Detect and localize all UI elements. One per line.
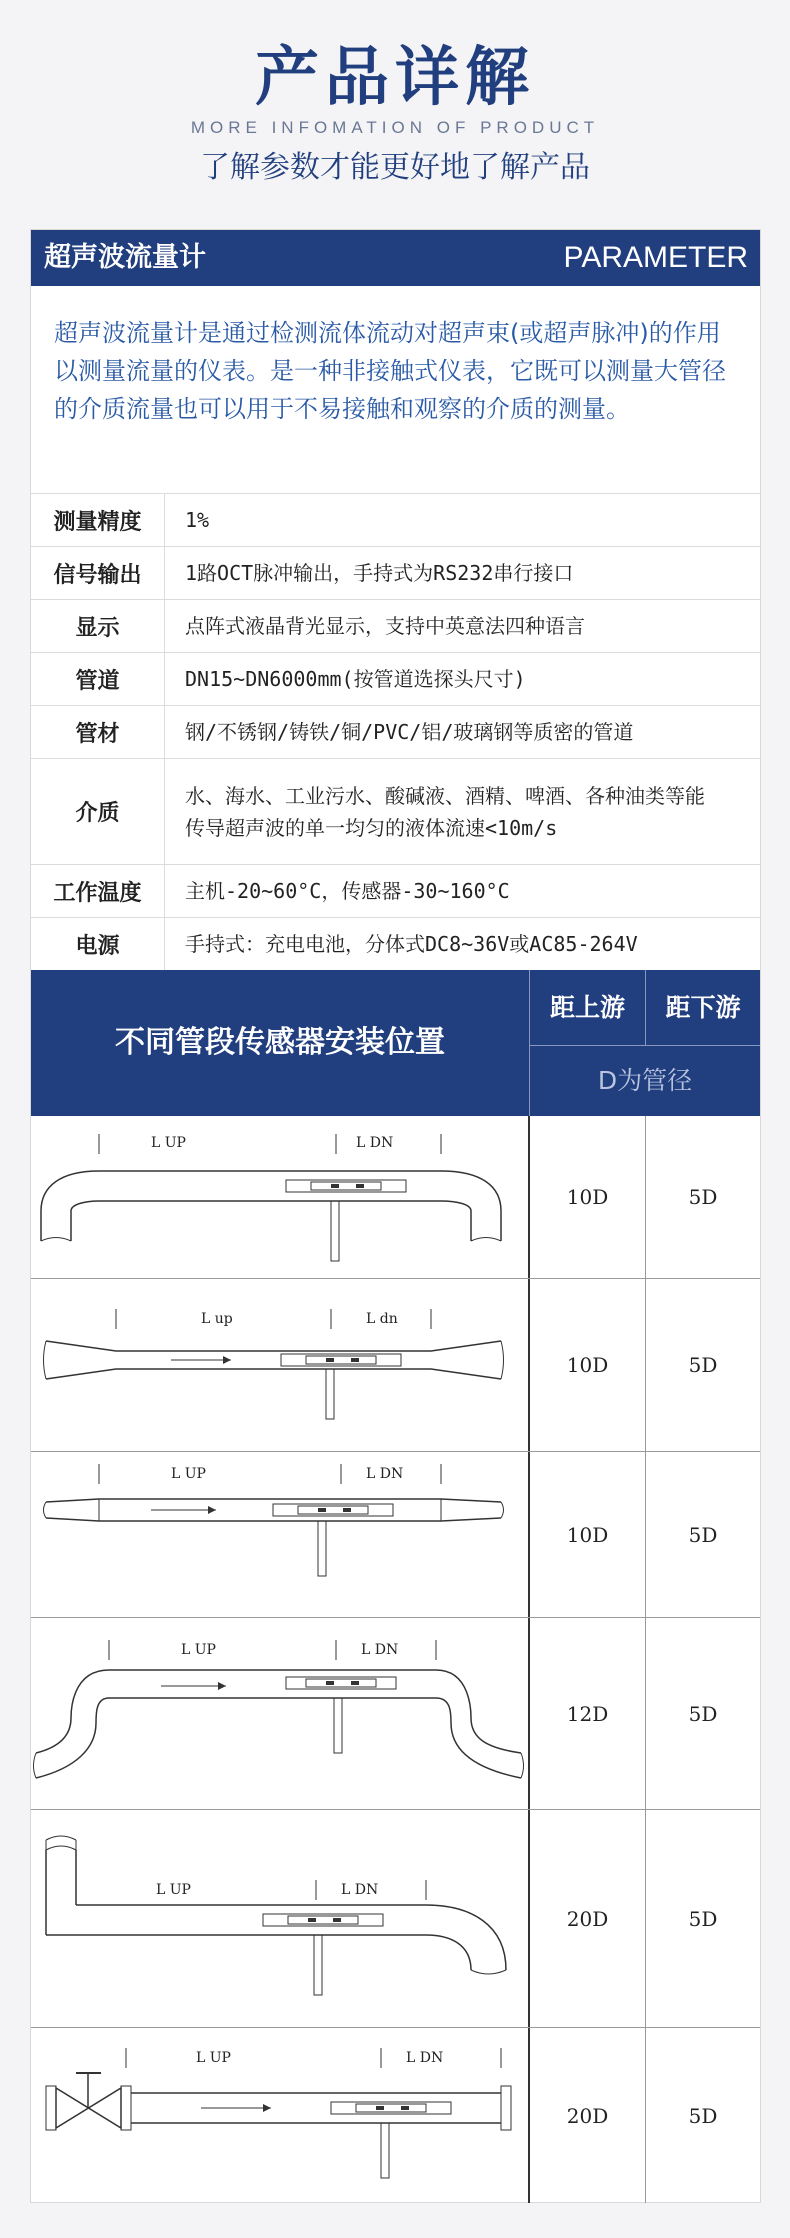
- param-key: 介质: [31, 759, 165, 865]
- table-row: [31, 1116, 760, 1279]
- param-key: 信号输出: [31, 547, 165, 600]
- hero: [0, 0, 790, 230]
- install-title: 不同管段传感器安装位置: [31, 970, 530, 1116]
- pipe-diagram: [31, 2028, 530, 2203]
- col-upstream: 距上游: [530, 970, 646, 1046]
- downstream-distance: 5D: [688, 1701, 718, 1726]
- param-value: 手持式：充电电池，分体式DC8~36V或AC85-264V: [165, 918, 761, 971]
- pipe-diagram: [31, 1116, 530, 1278]
- pipe-s-bends-diagram: [31, 1618, 528, 1810]
- parameter-table: [31, 493, 760, 971]
- table-row: [31, 494, 760, 547]
- label-downstream: L DN: [356, 1135, 394, 1151]
- downstream-distance: 5D: [688, 1906, 718, 1931]
- upstream-distance: 12D: [530, 1618, 646, 1809]
- install-table-header: [31, 970, 760, 1116]
- pipe-u-bends-diagram: [31, 1116, 528, 1279]
- table-row: [31, 759, 760, 865]
- upstream-distance: 10D: [530, 1452, 646, 1617]
- table-row: [31, 1618, 760, 1810]
- table-row: [31, 1279, 760, 1452]
- pipe-diagram: [31, 1452, 530, 1617]
- section-header: [31, 230, 760, 286]
- label-upstream: L UP: [151, 1135, 186, 1151]
- label-upstream: L up: [201, 1311, 233, 1327]
- pipe-diagram: [31, 1810, 530, 2027]
- pipe-diagram: [31, 1618, 530, 1809]
- label-upstream: L UP: [171, 1466, 206, 1482]
- param-value: 钢/不锈钢/铸铁/铜/PVC/铝/玻璃钢等质密的管道: [165, 706, 761, 759]
- param-value: 水、海水、工业污水、酸碱液、酒精、啤酒、各种油类等能传导超声波的单一均匀的液体流速<10m/s: [165, 759, 761, 865]
- param-key: 显示: [31, 600, 165, 653]
- label-downstream: L DN: [341, 1882, 379, 1898]
- label-upstream: L UP: [181, 1642, 216, 1658]
- pipe-riser-elbow-diagram: [31, 1810, 528, 2028]
- downstream-distance: 5D: [688, 2103, 718, 2128]
- pipe-reducers-diagram: [31, 1279, 528, 1452]
- table-row: [31, 600, 760, 653]
- param-value: 点阵式液晶背光显示，支持中英意法四种语言: [165, 600, 761, 653]
- label-downstream: L DN: [361, 1642, 399, 1658]
- upstream-distance: 20D: [530, 1810, 646, 2027]
- downstream-distance: 5D: [688, 1185, 718, 1209]
- label-upstream: L UP: [196, 2050, 231, 2066]
- label-upstream: L UP: [156, 1882, 191, 1898]
- param-value: 1%: [165, 494, 761, 547]
- pipe-diagram: [31, 1279, 530, 1451]
- label-downstream: L dn: [366, 1311, 398, 1327]
- param-key: 测量精度: [31, 494, 165, 547]
- col-downstream: 距下游: [646, 970, 760, 1046]
- page-title: 产品详解: [255, 41, 535, 115]
- page-subtitle: MORE INFOMATION OF PRODUCT: [190, 118, 600, 137]
- upstream-distance: 10D: [530, 1116, 646, 1278]
- pipe-valve-diagram: [31, 2028, 528, 2203]
- downstream-distance: 5D: [688, 1522, 718, 1547]
- param-key: 工作温度: [31, 865, 165, 918]
- param-value: DN15~DN6000mm(按管道选探头尺寸): [165, 653, 761, 706]
- table-row: [31, 918, 760, 971]
- table-row: [31, 2028, 760, 2203]
- param-value: 主机-20~60°C，传感器-30~160°C: [165, 865, 761, 918]
- table-row: [31, 1810, 760, 2028]
- page-tagline: 了解参数才能更好地了解产品: [200, 150, 590, 185]
- upstream-distance: 10D: [530, 1279, 646, 1451]
- label-downstream: L DN: [366, 1466, 404, 1482]
- param-value: 1路OCT脉冲输出，手持式为RS232串行接口: [165, 547, 761, 600]
- table-row: [31, 706, 760, 759]
- section-title-en: PARAMETER: [563, 241, 748, 274]
- section-title: 超声波流量计: [44, 242, 206, 273]
- diameter-note: D为管径: [597, 1066, 693, 1095]
- param-key: 电源: [31, 918, 165, 971]
- product-intro: 超声波流量计是通过检测流体流动对超声束(或超声脉冲)的作用以测量流量的仪表。是一种非接触式仪表，它既可以测量大管径的介质流量也可以用于不易接触和观察的介质的测量。: [54, 319, 726, 423]
- label-downstream: L DN: [406, 2050, 444, 2066]
- table-row: [31, 865, 760, 918]
- table-row: [31, 653, 760, 706]
- downstream-distance: 5D: [688, 1353, 718, 1377]
- upstream-distance: 20D: [530, 2028, 646, 2203]
- table-row: [31, 547, 760, 600]
- product-card: [30, 229, 761, 2203]
- param-key: 管材: [31, 706, 165, 759]
- table-row: [31, 1452, 760, 1618]
- pipe-straight-diagram: [31, 1452, 528, 1618]
- param-key: 管道: [31, 653, 165, 706]
